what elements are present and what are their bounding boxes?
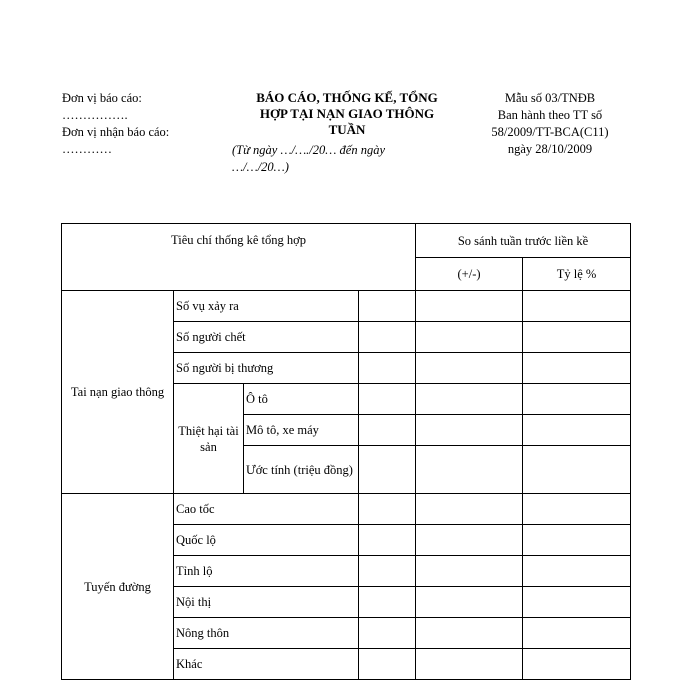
report-date-range [232,142,462,176]
circular-number: 58/2009/TT-BCA(C11) [491,125,609,139]
unit-receive-dots: ………… [62,142,112,156]
ratio-cell[interactable] [523,415,631,446]
issue-date: ngày 28/10/2009 [507,142,593,156]
statistics-table [61,223,631,680]
value-cell[interactable] [359,353,416,384]
row-label-cell [174,494,359,525]
ratio-cell[interactable] [523,618,631,649]
value-cell[interactable] [359,525,416,556]
header-criteria: Tiêu chí thống kê tổng hợp [171,233,306,247]
row-label-cell [174,322,359,353]
header-ratio-cell [523,258,631,291]
issued-by-line: Ban hành theo TT số [497,108,603,122]
unit-receive-label: Đơn vị nhận báo cáo: [62,125,170,139]
ratio-cell[interactable] [523,525,631,556]
header-compare: So sánh tuần trước liền kề [457,233,589,248]
row-label: Số người chết [176,330,246,344]
header-diff: (+/-) [457,267,481,281]
ratio-cell[interactable] [523,446,631,494]
value-cell[interactable] [359,649,416,680]
diff-cell[interactable] [416,322,523,353]
diff-cell[interactable] [416,525,523,556]
value-cell[interactable] [359,446,416,494]
ratio-cell[interactable] [523,556,631,587]
unit-report-label: Đơn vị báo cáo: [62,91,142,105]
diff-cell[interactable] [416,353,523,384]
ratio-cell[interactable] [523,494,631,525]
group-routes-cell [62,494,174,680]
row-label: Nông thôn [176,626,230,640]
row-label-cell [174,649,359,680]
diff-cell[interactable] [416,384,523,415]
report-title-line-3: TUẦN [328,122,366,137]
row-label: Ô tô [246,392,268,406]
value-cell[interactable] [359,587,416,618]
diff-cell[interactable] [416,556,523,587]
ratio-cell[interactable] [523,384,631,415]
subgroup-damage-label: Thiệt hại tài sản [178,423,239,454]
diff-cell[interactable] [416,618,523,649]
value-cell[interactable] [359,494,416,525]
row-label-cell [174,353,359,384]
row-label-cell [244,415,359,446]
value-cell[interactable] [359,384,416,415]
date-range-line-2: …/…/20…) [232,160,289,174]
header-diff-cell [416,258,523,291]
value-cell[interactable] [359,415,416,446]
row-label: Tỉnh lộ [176,564,213,578]
group-routes-label: Tuyến đường [84,579,151,594]
ratio-cell[interactable] [523,587,631,618]
ratio-cell[interactable] [523,649,631,680]
unit-report-dots: ……………. [62,108,128,122]
subgroup-damage-cell [174,384,244,494]
form-number: Mẫu số 03/TNĐB [504,91,596,105]
header-compare-cell [416,224,631,258]
value-cell[interactable] [359,322,416,353]
ratio-cell[interactable] [523,353,631,384]
value-cell[interactable] [359,556,416,587]
group-accidents-label: Tai nạn giao thông [70,385,165,399]
group-accidents-cell [62,291,174,494]
row-label-cell [174,525,359,556]
header-ratio: Tỷ lệ % [556,267,597,281]
row-label: Ước tính (triệu đồng) [246,462,353,477]
date-range-line-1: (Từ ngày …/…./20… đến ngày [232,143,385,157]
diff-cell[interactable] [416,494,523,525]
diff-cell[interactable] [416,649,523,680]
ratio-cell[interactable] [523,291,631,322]
value-cell[interactable] [359,291,416,322]
row-label: Khác [176,657,203,671]
row-label: Số người bị thương [176,361,274,375]
report-title-line-1: BÁO CÁO, THỐNG KẾ, TỔNG [256,90,438,105]
ratio-cell[interactable] [523,322,631,353]
report-title-line-2: HỢP TẠI NẠN GIAO THÔNG [259,106,435,121]
diff-cell[interactable] [416,446,523,494]
diff-cell[interactable] [416,415,523,446]
row-label-cell [174,556,359,587]
row-label-cell [174,587,359,618]
header-criteria-cell [62,224,416,291]
diff-cell[interactable] [416,291,523,322]
report-unit-block [62,90,222,158]
row-label-cell [244,446,359,494]
row-label: Quốc lộ [176,533,216,547]
row-label-cell [174,618,359,649]
row-label: Cao tốc [176,502,215,516]
value-cell[interactable] [359,618,416,649]
row-label-cell [174,291,359,322]
form-code-block [470,90,630,158]
report-title-block [232,90,462,176]
row-label: Mô tô, xe máy [246,423,319,437]
diff-cell[interactable] [416,587,523,618]
row-label: Nội thị [176,595,212,609]
row-label: Số vụ xảy ra [176,299,239,313]
row-label-cell [244,384,359,415]
